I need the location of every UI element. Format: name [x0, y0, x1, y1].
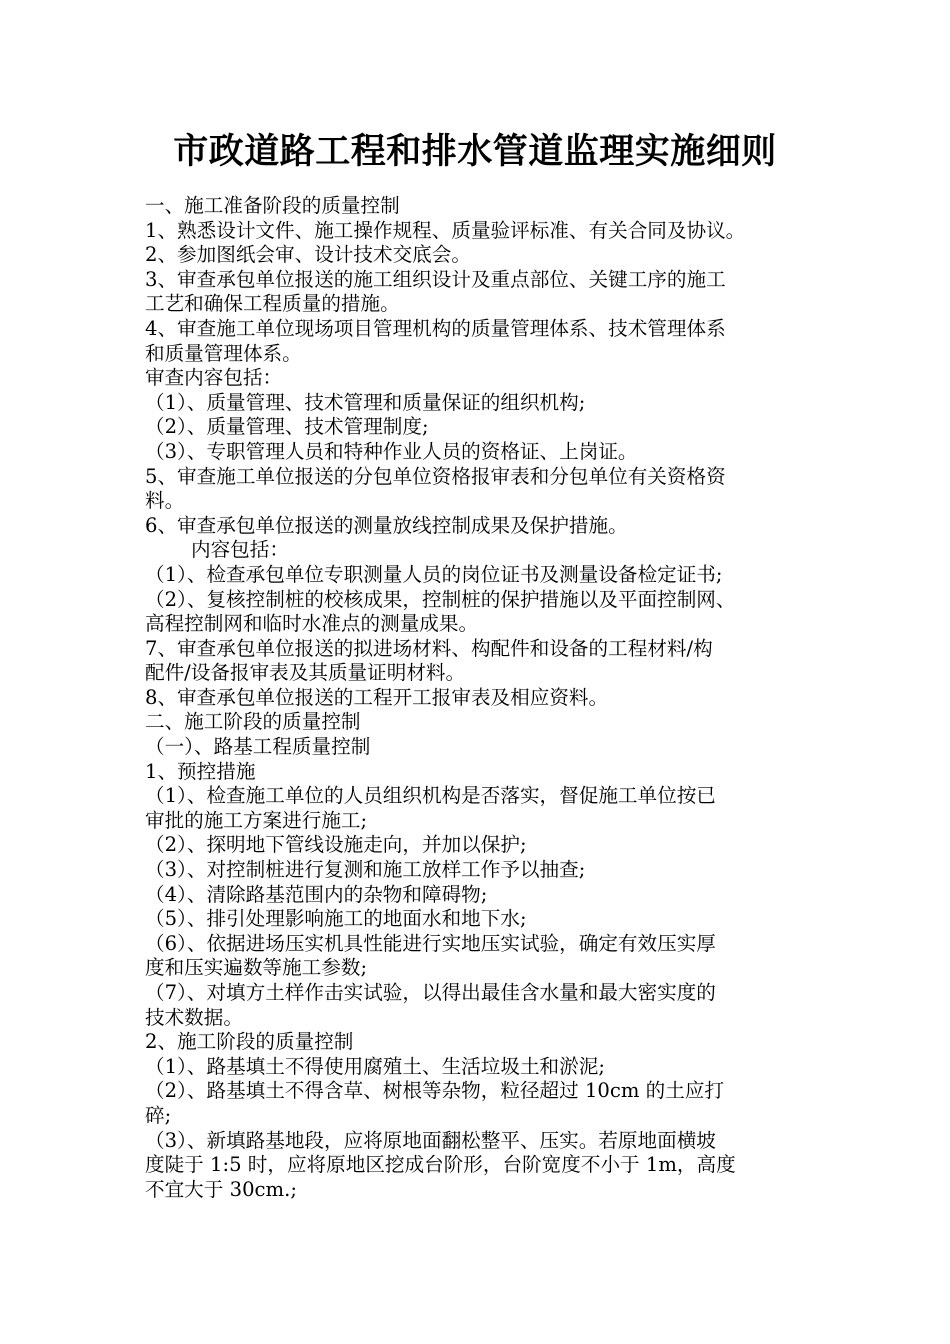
text-line: 工艺和确保工程质量的措施。: [145, 292, 400, 316]
text-line: （3）、新填路基地段，应将原地面翻松整平、压实。若原地面横坡: [145, 1128, 716, 1152]
text-line: （2）、质量管理、技术管理制度;: [145, 415, 429, 439]
text-line: （1）、检查承包单位专职测量人员的岗位证书及测量设备检定证书;: [145, 562, 723, 586]
text-line: （一）、路基工程质量控制: [145, 735, 371, 759]
text-line: （3）、对控制桩进行复测和施工放样工作予以抽查;: [145, 858, 586, 882]
text-line: （1）、检查施工单位的人员组织机构是否落实，督促施工单位按已: [145, 784, 716, 808]
text-line: （1）、质量管理、技术管理和质量保证的组织机构;: [145, 390, 586, 414]
text-line: 料。: [145, 489, 185, 513]
text-line: （5）、排引处理影响施工的地面水和地下水;: [145, 907, 527, 931]
text-line: （7）、对填方土样作击实试验，以得出最佳含水量和最大密实度的: [145, 981, 716, 1004]
document-title: 市政道路工程和排水管道监理实施细则: [173, 131, 777, 172]
text-line: （4）、清除路基范围内的杂物和障碍物;: [145, 882, 488, 906]
text-line: 3、审查承包单位报送的施工组织设计及重点部位、关键工序的施工: [145, 267, 726, 291]
text-line: 4、审查施工单位现场项目管理机构的质量管理体系、技术管理体系: [145, 316, 726, 340]
text-line: 1、预控措施: [145, 759, 256, 783]
text-line: 高程控制网和临时水准点的测量成果。: [145, 612, 479, 636]
text-line: 配件/设备报审表及其质量证明材料。: [145, 661, 466, 685]
text-line: 8、审查承包单位报送的工程开工报审表及相应资料。: [145, 685, 609, 709]
text-line: 技术数据。: [145, 1005, 243, 1029]
text-line: 5、审查施工单位报送的分包单位资格报审表和分包单位有关资格资: [145, 464, 726, 488]
text-line: 一、施工准备阶段的质量控制: [145, 194, 400, 217]
text-line: 2、施工阶段的质量控制: [145, 1030, 354, 1054]
text-line: 度陡于 1:5 时，应将原地区挖成台阶形，台阶宽度不小于 1m，高度: [145, 1153, 736, 1177]
document-body: [145, 194, 835, 1202]
text-line: 和质量管理体系。: [145, 341, 302, 365]
text-line: （2）、路基填土不得含草、树根等杂物，粒径超过 10cm 的土应打: [145, 1079, 725, 1103]
text-line: 1、熟悉设计文件、施工操作规程、质量验评标准、有关合同及协议。: [145, 218, 746, 242]
text-line: 2、参加图纸会审、设计技术交底会。: [145, 243, 471, 267]
text-line: （2）、探明地下管线设施走向，并加以保护;: [145, 833, 527, 857]
text-line: （2）、复核控制桩的校核成果，控制桩的保护措施以及平面控制网、: [145, 587, 736, 611]
text-line: 二、施工阶段的质量控制: [145, 710, 361, 734]
text-line: （1）、路基填土不得使用腐殖土、生活垃圾土和淤泥;: [145, 1054, 605, 1078]
text-line: （6）、依据进场压实机具性能进行实地压实试验，确定有效压实厚: [145, 931, 716, 955]
text-line: 6、审查承包单位报送的测量放线控制成果及保护措施。: [145, 513, 628, 537]
text-line: 审批的施工方案进行施工;: [145, 808, 368, 832]
text-line: 不宜大于 30cm.;: [145, 1177, 297, 1201]
text-line: 碎;: [145, 1103, 172, 1127]
text-line: （3）、专职管理人员和特种作业人员的资格证、上岗证。: [145, 439, 638, 463]
text-line: 度和压实遍数等施工参数;: [145, 956, 368, 980]
text-line: 内容包括：: [191, 538, 289, 562]
text-line: 7、审查承包单位报送的拟进场材料、构配件和设备的工程材料/构: [145, 636, 713, 660]
text-line: 审查内容包括：: [145, 366, 283, 390]
